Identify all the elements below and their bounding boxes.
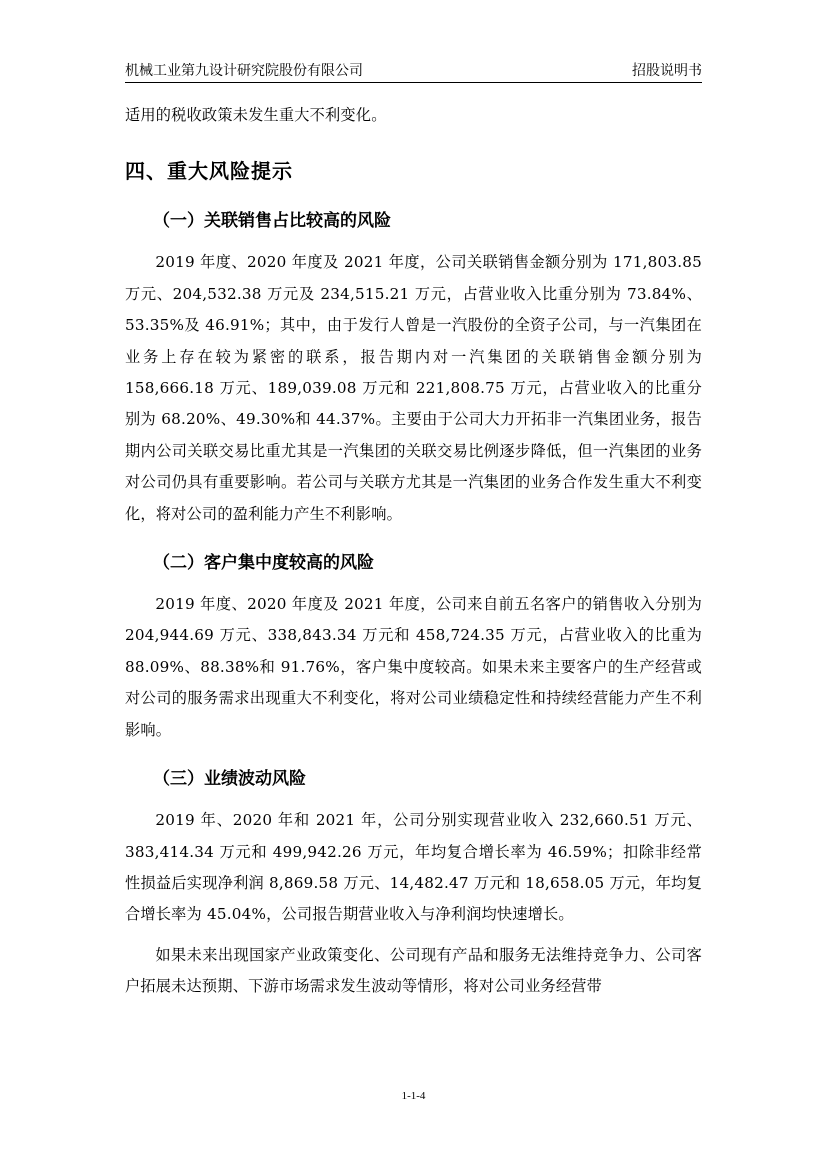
paragraph-performance-growth: 2019 年、2020 年和 2021 年，公司分别实现营业收入 232,660.51 万元、383,414.34 万元和 499,942.26 万元，年均复合增长率为 46.59%；扣除非经常性损益后实现净利润 8,869.58 万元、14,482.47 万元和 18,658.05 万元，年均复合增长率为 45.04%，公司报告期营业收入与净利润均快速增长。 — [125, 811, 702, 924]
header-company-name: 机械工业第九设计研究院股份有限公司 — [125, 63, 363, 79]
paragraph-related-sales: 2019 年度、2020 年度及 2021 年度，公司关联销售金额分别为 171,803.85 万元、204,532.38 万元及 234,515.21 万元，占营业收入比重分别为 73.84%、53.35%及 46.91%；其中，由于发行人曾是一汽股份的全资子公司，与一汽集团在业务上存在较为紧密的联系，报告期内对一汽集团的关联销售金额分别为 158,666.18 万元、189,039.08 万元和 221,808.75 万元，占营业收入的比重分别为 68.20%、49.30%和 44.37%。主要由于公司大力开拓非一汽集团业务，报告期内公司关联交易比重尤其是一汽集团的关联交易比例逐步降低，但一汽集团的业务对公司仍具有重要影响。若公司与关联方尤其是一汽集团的业务合作发生重大不利变化，将对公司的盈利能力产生不利影响。 — [125, 253, 702, 523]
subsection-title-customer-concentration: （二）客户集中度较高的风险 — [153, 553, 374, 574]
page-header — [125, 58, 702, 83]
paragraph-performance-risk: 如果未来出现国家产业政策变化、公司现有产品和服务无法维持竞争力、公司客户拓展未达预期、下游市场需求发生波动等情形，将对公司业务经营带 — [125, 945, 702, 996]
section-title: 四、重大风险提示 — [125, 159, 293, 184]
subsection-title-related-sales: （一）关联销售占比较高的风险 — [153, 211, 391, 232]
header-document-type: 招股说明书 — [632, 63, 702, 79]
page-number: 1-1-4 — [401, 1090, 426, 1102]
intro-paragraph: 适用的税收政策未发生重大不利变化。 — [125, 106, 387, 124]
subsection-title-performance-volatility: （三）业绩波动风险 — [153, 769, 306, 790]
document-body — [125, 100, 702, 1003]
paragraph-customer-concentration: 2019 年度、2020 年度及 2021 年度，公司来自前五名客户的销售收入分别为 204,944.69 万元、338,843.34 万元和 458,724.35 万元，占营业收入的比重为 88.09%、88.38%和 91.76%，客户集中度较高。如果未来主要客户的生产经营或对公司的服务需求出现重大不利变化，将对公司业绩稳定性和持续经营能力产生不利影响。 — [125, 595, 702, 739]
